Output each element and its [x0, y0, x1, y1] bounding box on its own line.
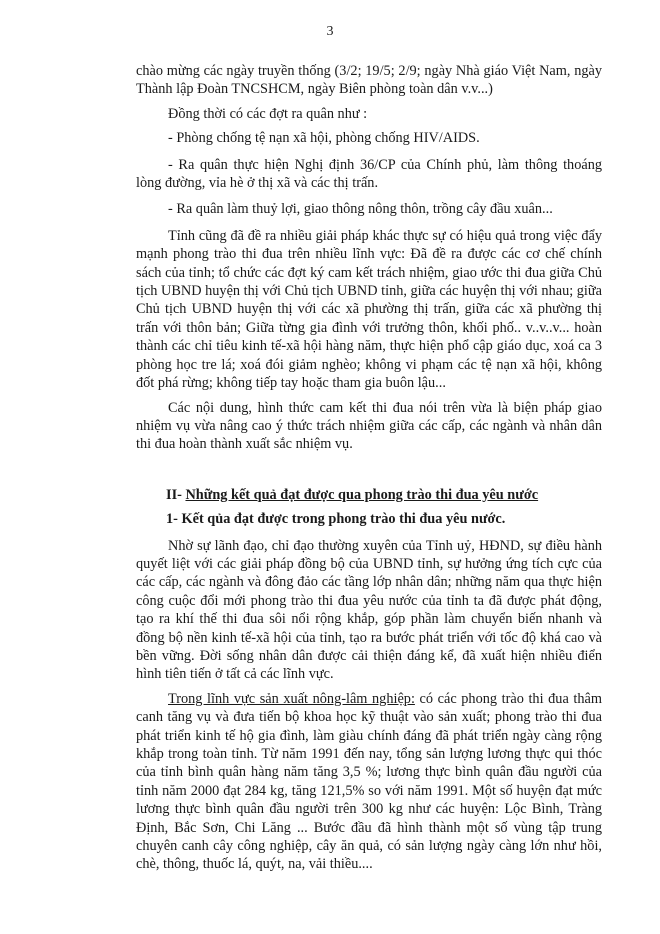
paragraph-commitments: Các nội dung, hình thức cam kết thi đua nói trên vừa là biện pháp giao nhiệm vụ vừa nâng cao ý thức trách nhiệm giữa các cấp, các ngành và nhân dân thi đua hoàn thành xuất sắc nhiệm vụ. [136, 399, 602, 453]
paragraph-campaign-intro: Đồng thời có các đợt ra quân như : [168, 105, 368, 122]
agriculture-text: có các phong trào thi đua thâm canh tăng vụ và đưa tiến bộ khoa học kỹ thuật vào sản xuất; phong trào thi đua phát triển kinh tế hộ gia đình, làm giàu chính đáng đã phát triển ngày càng rộng khắp trong toàn tỉnh. Từ năm 1991 đến nay, tổng sản lượng lương thực qui thóc của tỉnh bình quân hàng năm tăng 3,5 %; lương thực bình quân đầu người của tỉnh năm 2000 đạt 284 kg, tăng 121,5% so với năm 1991. Một số huyện đạt mức lương thực bình quân đầu người trên 300 kg như các huyện: Lộc Bình, Tràng Định, Bắc Sơn, Chi Lăng ... Bước đầu đã hình thành một số vùng tập trung chuyên canh cây công nghiệp, cây ăn quả, có sản lượng ngày càng lớn như hồi, chè, thông, thuốc lá, quýt, na, vải thiều.... [136, 690, 602, 873]
paragraph-solutions: Tỉnh cũng đã đề ra nhiều giải pháp khác thực sự có hiệu quả trong việc đẩy mạnh phong trào thi đua trên nhiều lĩnh vực: Đã đề ra được các cơ chế chính sách của tỉnh; tổ chức các đợt ký cam kết trách nhiệm, giao ước thi đua giữa Chủ tịch UBND huyện thị với Chủ tịch UBND tỉnh, giữa các huyện thị với nhau; giữa Chủ tịch UBND huyện thị với các xã phường thị trấn, giữa các xã phường thị trấn với thôn bản; Giữa từng gia đình với trưởng thôn, khối phố.. v..v..v... hoàn thành các chỉ tiêu kinh tế-xã hội hàng năm, thực hiện phổ cập giáo dục, xoá ca 3 phòng học tre lá; xoá đói giảm nghèo; không vi phạm các tệ nạn xã hội, không đốt phá rừng; không tiếp tay hoặc tham gia buôn lậu... [136, 227, 602, 392]
bullet-irrigation: - Ra quân làm thuỷ lợi, giao thông nông thôn, trồng cây đầu xuân... [168, 201, 553, 218]
section-heading-number: II- [166, 486, 186, 503]
page-number: 3 [326, 24, 334, 39]
section-heading [136, 486, 602, 504]
bullet-decree-36cp: - Ra quân thực hiện Nghị định 36/CP của Chính phủ, làm thông thoáng lòng đường, vỉa hè ở thị xã và các thị trấn. [136, 156, 602, 192]
subsection-heading: 1- Kết qủa đạt được trong phong trào thi đua yêu nước. [166, 511, 506, 528]
paragraph-achievements: Nhờ sự lãnh đạo, chỉ đạo thường xuyên của Tỉnh uỷ, HĐND, sự điều hành quyết liệt với các giải pháp đồng bộ của UBND tỉnh, sự hưởng ứng tích cực của các cấp, các ngành và đông đảo các tầng lớp nhân dân; những năm qua thực hiện công cuộc đổi mới phong trào thi đua yêu nước của tỉnh ta đã được phát động, tạo ra khí thế thi đua sôi nổi rộng khắp, góp phần làm chuyển biến nhanh và đồng bộ nền kinh tế-xã hội của tỉnh, tạo ra bước phát triển với tốc độ khá cao và bền vững. Đời sống nhân dân được cải thiện đáng kể, đã xuất hiện nhiều điển hình tiên tiến ở tất cả các lĩnh vực. [136, 537, 602, 683]
agriculture-lead: Trong lĩnh vực sản xuất nông-lâm nghiệp: [168, 690, 415, 707]
paragraph-traditional-days: chào mừng các ngày truyền thống (3/2; 19/5; 2/9; ngày Nhà giáo Việt Nam, ngày Thành lập Đoàn TNCSHCM, ngày Biên phòng toàn dân v.v...) [136, 63, 602, 98]
bullet-social-evils: - Phòng chống tệ nạn xã hội, phòng chống HIV/AIDS. [168, 130, 480, 147]
document-body [136, 62, 602, 880]
paragraph-agriculture [136, 690, 602, 874]
section-gap [136, 460, 602, 486]
section-heading-title: Những kết quả đạt được qua phong trào thi đua yêu nước [185, 486, 539, 503]
